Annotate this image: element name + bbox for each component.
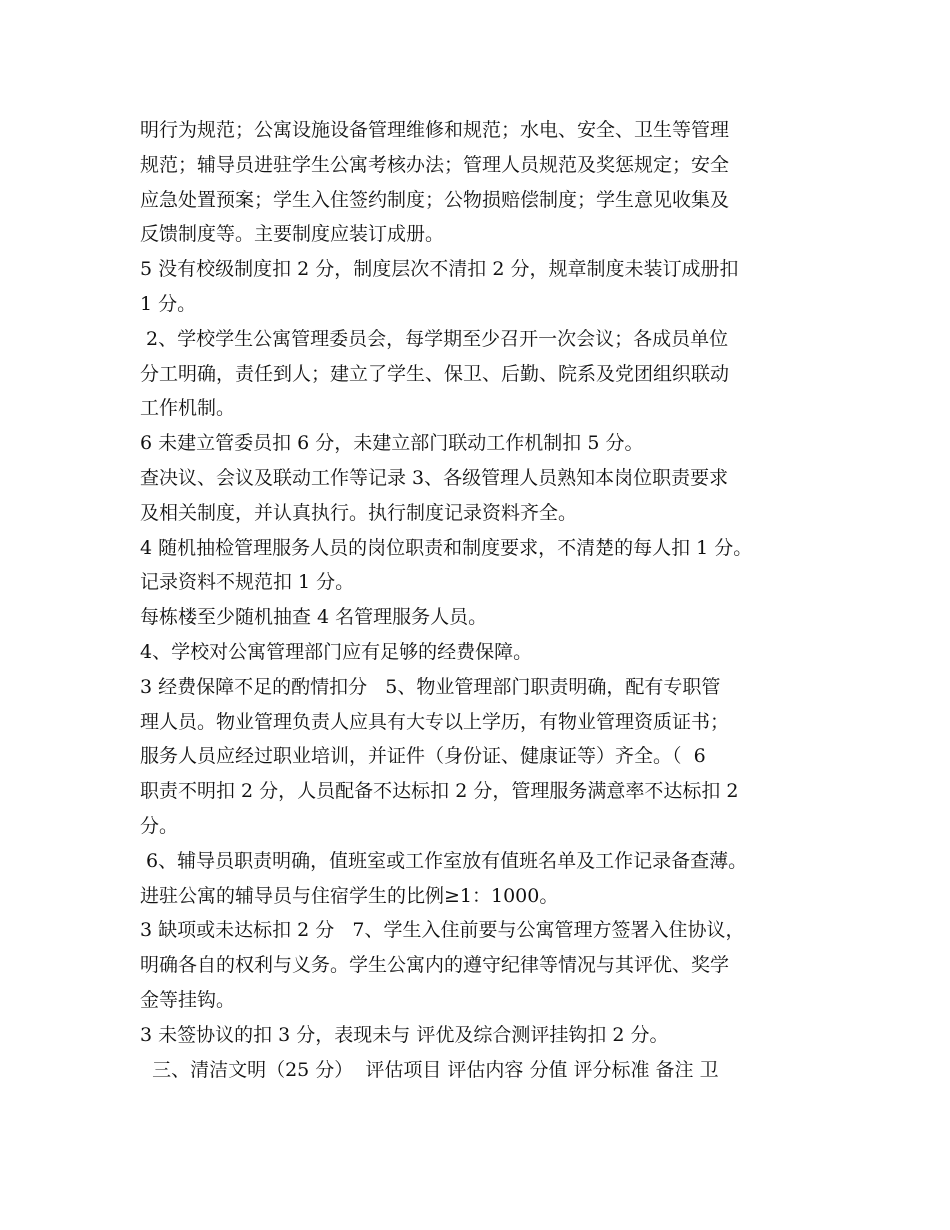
text-line: 明行为规范；公寓设施设备管理维修和规范；水电、安全、卫生等管理 <box>140 119 730 141</box>
text-line: 查决议、会议及联动工作等记录 3、各级管理人员熟知本岗位职责要求 <box>140 466 729 489</box>
text-line: 进驻公寓的辅导员与住宿学生的比例≥1：1000。 <box>140 884 559 907</box>
text-line: 工作机制。 <box>140 397 236 420</box>
text-line: 规范；辅导员进驻学生公寓考核办法；管理人员规范及奖惩规定；安全 <box>140 153 730 176</box>
text-line: 3 未签协议的扣 3 分，表现未与 评优及综合测评挂钩扣 2 分。 <box>140 1023 669 1046</box>
text-line: 及相关制度，并认真执行。执行制度记录资料齐全。 <box>140 501 578 524</box>
text-line: 反馈制度等。主要制度应装订成册。 <box>140 223 445 246</box>
text-line: 2、学校学生公寓管理委员会，每学期至少召开一次会议；各成员单位 <box>140 327 729 350</box>
text-line: 职责不明扣 2 分，人员配备不达标扣 2 分，管理服务满意率不达标扣 2 <box>140 780 739 803</box>
text-line: 金等挂钩。 <box>140 988 236 1011</box>
text-line: 6、辅导员职责明确，值班室或工作室放有值班名单及工作记录备查薄。 <box>140 849 748 872</box>
text-line: 3 缺项或未达标扣 2 分 7、学生入住前要与公寓管理方签署入住协议， <box>140 919 745 942</box>
text-line: 4 随机抽检管理服务人员的岗位职责和制度要求，不清楚的每人扣 1 分。 <box>140 536 753 559</box>
text-line: 三、清洁文明（25 分） 评估项目 评估内容 分值 评分标准 备注 卫 <box>140 1058 719 1081</box>
text-line: 3 经费保障不足的酌情扣分 5、物业管理部门职责明确，配有专职管 <box>140 675 721 698</box>
text-line: 分工明确，责任到人；建立了学生、保卫、后勤、院系及党团组织联动 <box>140 362 730 385</box>
text-line: 记录资料不规范扣 1 分。 <box>140 571 355 594</box>
text-line: 服务人员应经过职业培训，并证件（身份证、健康证等）齐全。（ 6 <box>140 745 706 768</box>
text-line: 1 分。 <box>140 292 197 315</box>
text-line: 明确各自的权利与义务。学生公寓内的遵守纪律等情况与其评优、奖学 <box>140 954 730 977</box>
text-line: 4、学校对公寓管理部门应有足够的经费保障。 <box>140 640 533 663</box>
text-line: 分。 <box>140 814 179 837</box>
text-line: 应急处置预案；学生入住签约制度；公物损赔偿制度；学生意见收集及 <box>140 188 730 211</box>
text-line: 每栋楼至少随机抽查 4 名管理服务人员。 <box>140 606 488 629</box>
document-body <box>140 113 830 1087</box>
text-line: 6 未建立管委员扣 6 分，未建立部门联动工作机制扣 5 分。 <box>140 432 644 455</box>
text-line: 5 没有校级制度扣 2 分，制度层次不清扣 2 分，规章制度未装订成册扣 <box>140 258 739 281</box>
text-line: 理人员。物业管理负责人应具有大专以上学历，有物业管理资质证书； <box>140 710 730 733</box>
